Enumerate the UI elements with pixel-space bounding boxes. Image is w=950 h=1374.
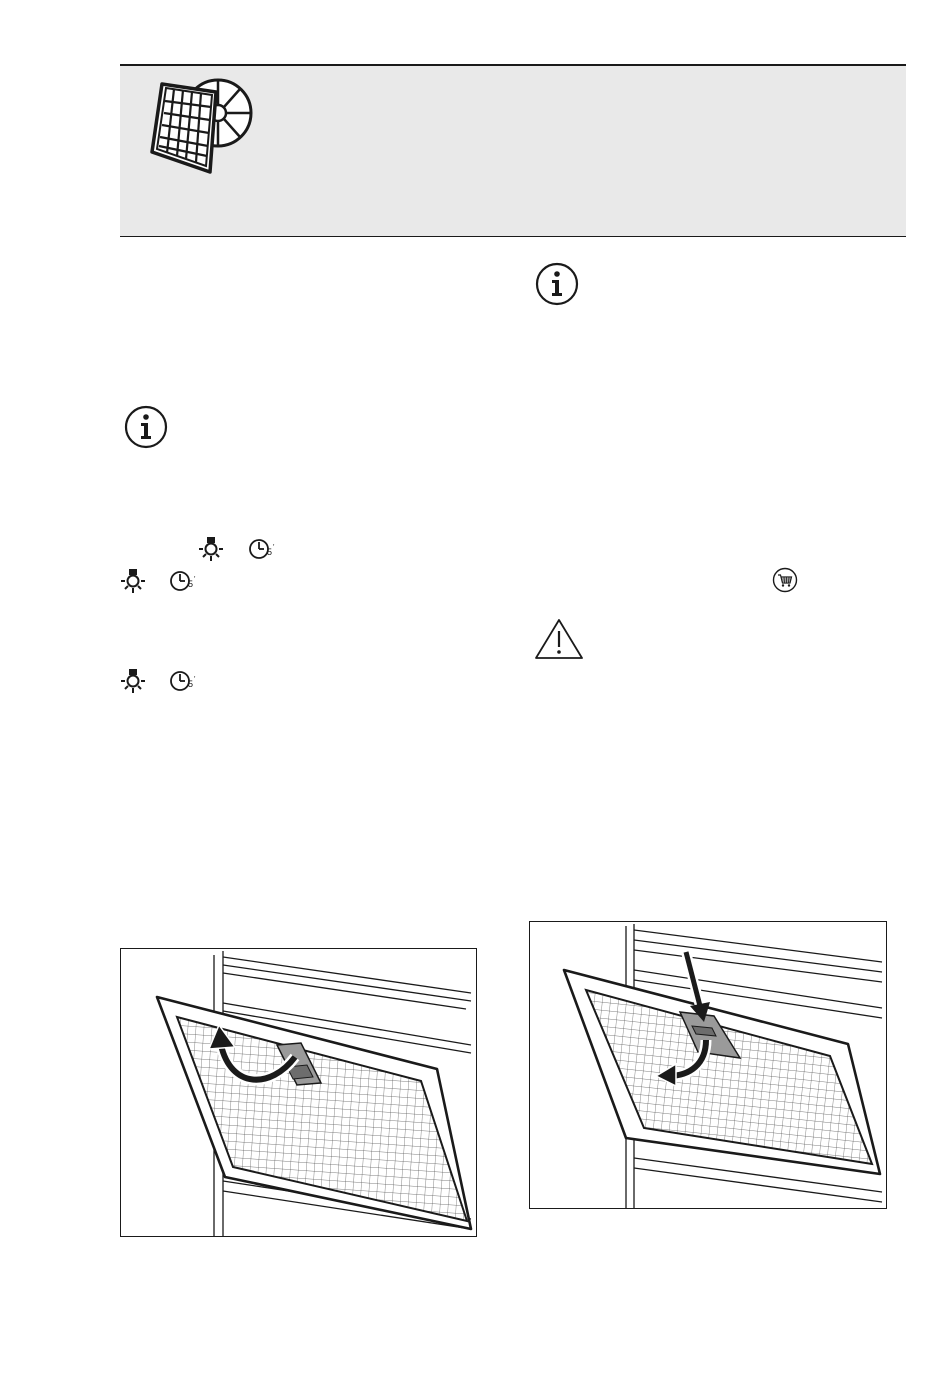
timer-5-minutes-icon: [170, 569, 198, 593]
info-circle-icon: [124, 405, 168, 449]
warning-triangle-icon: [534, 618, 584, 660]
install-grease-filter-illustration: [529, 921, 887, 1209]
timer-minutes-label: 5: [267, 547, 273, 557]
timer-minutes-label: 5: [188, 679, 194, 689]
timer-unit-label: ′: [273, 544, 275, 551]
light-bulb-icon: [119, 667, 147, 695]
light-bulb-icon: [197, 535, 225, 563]
shopping-cart-filter-icon: [772, 567, 798, 593]
light-bulb-icon: [119, 567, 147, 595]
timer-5-minutes-icon: [249, 537, 277, 561]
timer-unit-label: ′: [194, 576, 196, 583]
info-circle-icon: [535, 262, 579, 306]
timer-unit-label: ′: [194, 676, 196, 683]
timer-minutes-label: 5: [188, 579, 194, 589]
remove-grease-filter-illustration: [120, 948, 477, 1237]
timer-5-minutes-icon: [170, 669, 198, 693]
filter-grease-carbon-icon: [148, 76, 260, 174]
